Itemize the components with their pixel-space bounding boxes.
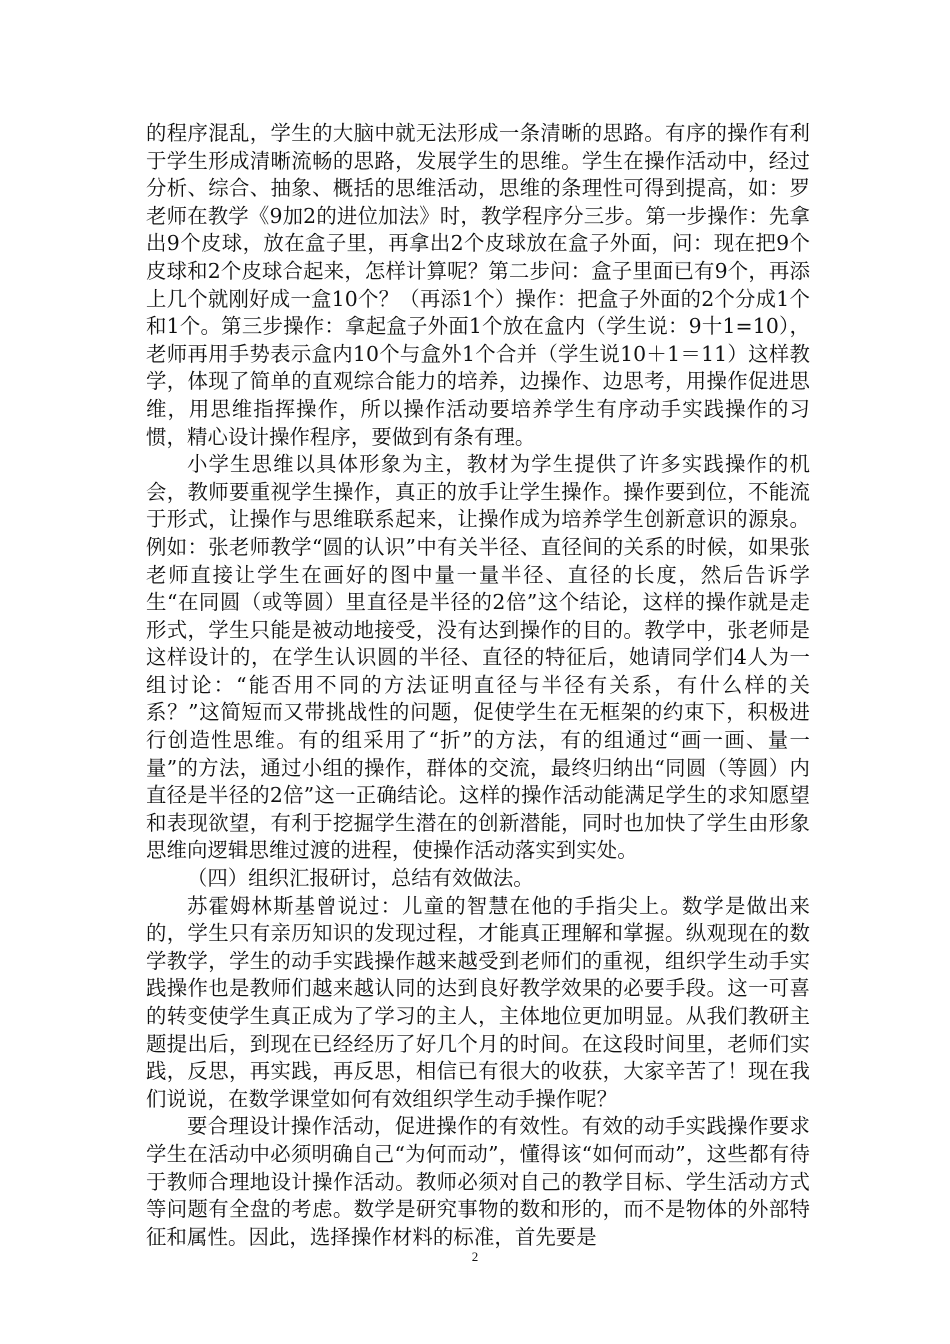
- section-heading-four: （四）组织汇报研讨，总结有效做法。: [187, 866, 534, 891]
- paragraph-continued-operation-order: 的程序混乱，学生的大脑中就无法形成一条清晰的思路。有序的操作有利于学生形成清晰流畅的思路，发展学生的思维。学生在操作活动中，经过分析、综合、抽象、概括的思维活动，思维的条理性可得到提高，如：罗老师在教学《9加2的进位加法》时，教学程序分三步。第一步操作：先拿出9个皮球，放在盒子里，再拿出2个皮球放在盒子外面，问：现在把9个皮球和2个皮球合起来，怎样计算呢？第二步问：盒子里面已有9个，再添上几个就刚好成一盒10个？（再添1个）操作：把盒子外面的2个分成1个和1个。第三步操作：拿起盒子外面1个放在盒内（学生说：9十1=10），老师再用手势表示盒内10个与盒外1个合并（学生说10＋1＝11）这样教学，体现了简单的直观综合能力的培养，边操作、边思考，用操作促进思维，用思维指挥操作，所以操作活动要培养学生有序动手实践操作的习惯，精心设计操作程序，要做到有条有理。: [146, 121, 810, 449]
- document-body: [146, 120, 810, 1251]
- paragraph-circle-lesson-example: 小学生思维以具体形象为主，教材为学生提供了许多实践操作的机会，教师要重视学生操作，真正的放手让学生操作。操作要到位，不能流于形式，让操作与思维联系起来，让操作成为培养学生创新意识的源泉。例如：张老师教学“圆的认识”中有关半径、直径间的关系的时候，如果张老师直接让学生在画好的图中量一量半径、直径的长度，然后告诉学生“在同圆（或等圆）里直径是半径的2倍”这个结论，这样的操作就是走形式，学生只能是被动地接受，没有达到操作的目的。教学中，张老师是这样设计的，在学生认识圆的半径、直径的特征后，她请同学们4人为一组讨论：“能否用不同的方法证明直径与半径有关系，有什么样的关系？”这简短而又带挑战性的问题，促使学生在无框架的约束下，积极进行创造性思维。有的组采用了“折”的方法，有的组通过“画一画、量一量”的方法，通过小组的操作，群体的交流，最终归纳出“同圆（等圆）内直径是半径的2倍”这一正确结论。这样的操作活动能满足学生的求知愿望和表现欲望，有利于挖掘学生潜在的创新潜能，同时也加快了学生由形象思维向逻辑思维过渡的进程，使操作活动落实到实处。: [146, 452, 810, 863]
- paragraph-design-operation-activity: 要合理设计操作活动，促进操作的有效性。有效的动手实践操作要求学生在活动中必须明确自己“为何而动”，懂得该“如何而动”，这些都有待于教师合理地设计操作活动。教师必须对自己的教学目标、学生活动方式等问题有全盘的考虑。数学是研究事物的数和形的，而不是物体的外部特征和属性。因此，选择操作材料的标准，首先要是: [146, 1114, 810, 1249]
- page-number: 2: [471, 1249, 479, 1264]
- paragraph-sukhomlinsky-quote: 苏霍姆林斯基曾说过：儿童的智慧在他的手指尖上。数学是做出来的，学生只有亲历知识的发现过程，才能真正理解和掌握。纵观现在的数学教学，学生的动手实践操作越来越受到老师们的重视，组织学生动手实践操作也是教师们越来越认同的达到良好教学效果的必要手段。这一可喜的转变使学生真正成为了学习的主人，主体地位更加明显。从我们教研主题提出后，到现在已经经历了好几个月的时间。在这段时间里，老师们实践，反思，再实践，再反思，相信已有很大的收获，大家辛苦了！现在我们说说，在数学课堂如何有效组织学生动手操作呢？: [146, 893, 810, 1111]
